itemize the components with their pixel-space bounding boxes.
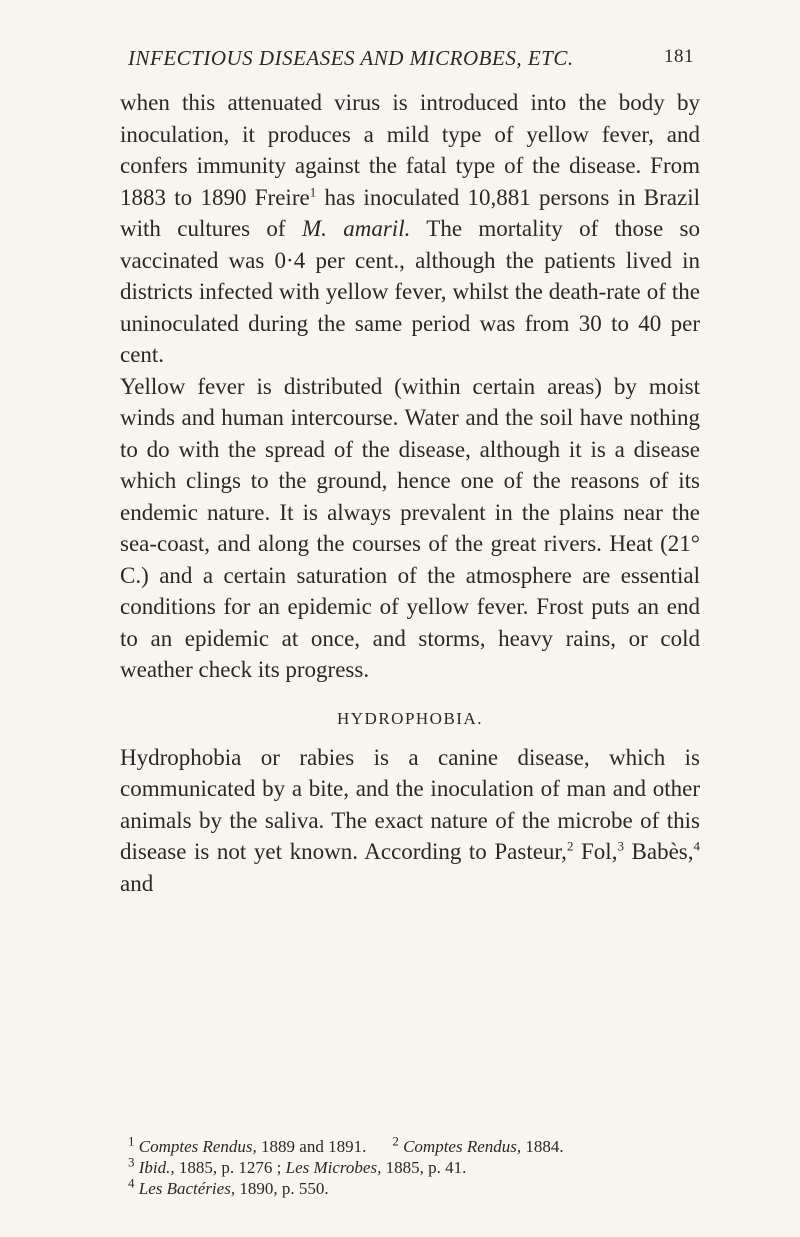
paragraph-3-text-c: Babès, <box>623 839 694 864</box>
section-heading: HYDROPHOBIA. <box>337 708 483 728</box>
footnote-2-rest: 1884. <box>521 1137 564 1156</box>
footnote-line-1 <box>128 1133 708 1157</box>
footnote-line-4 <box>128 1175 708 1199</box>
footnote-2-title: Comptes Rendus, <box>403 1137 522 1156</box>
footnote-ref-4: 4 <box>693 838 700 854</box>
footnote-1-title: Comptes Rendus, <box>138 1137 257 1156</box>
paragraph-3 <box>120 742 700 900</box>
footnote-3-rest-2: 1885, p. 41. <box>381 1158 467 1177</box>
paragraph-1-text-a: when this attenuated virus is introduced into the body by inoculation, it produces a mild type of yellow fever, and confers immunity against the fatal type of the disease. From 1883 to 1890 Freire <box>120 90 700 210</box>
paragraph-3-text-b: Fol, <box>573 839 618 864</box>
footnote-4-mark: 4 <box>128 1175 135 1191</box>
footnote-line-3 <box>128 1154 708 1178</box>
footnote-2-mark: 2 <box>392 1133 399 1149</box>
paragraph-3-text-d: and <box>120 870 154 896</box>
paragraph-1-text-c: The mortality of those so vaccinated was 0·4 per cent., although the patients lived in districts infected with yellow fever, whilst the death-rate of the uninoculated during the same period was from 30 to 40 per cent. <box>120 216 701 367</box>
footnote-1-rest: 1889 and 1891. <box>256 1137 367 1156</box>
body-text <box>120 87 700 899</box>
footnote-ref-3: 3 <box>617 838 624 854</box>
footnote-ref-1: 1 <box>309 183 317 199</box>
page-number: 181 <box>664 46 694 67</box>
species-name: M. amaril. <box>301 216 411 241</box>
paragraph-1 <box>120 87 700 371</box>
footnote-3-rest-1: 1885, p. 1276 ; <box>174 1158 286 1177</box>
footnote-4-title: Les Bactéries, <box>138 1179 236 1198</box>
footnote-4-rest: 1890, p. 550. <box>235 1179 329 1198</box>
footnote-1-mark: 1 <box>128 1133 135 1149</box>
footnotes <box>128 1133 708 1199</box>
running-title: INFECTIOUS DISEASES AND MICROBES, ETC. <box>128 46 574 70</box>
paragraph-1-text-b: has inoculated 10,881 persons in Brazil with cultures of <box>120 184 700 241</box>
paragraph-3-text-a: Hydrophobia or rabies is a canine disease, which is communicated by a bite, and the inoculation of man and other animals by the saliva. The exact nature of the microbe of this disease is not yet known. According to Pasteur, <box>120 744 700 864</box>
footnote-3-title-1: Ibid., <box>138 1158 175 1177</box>
footnote-3-mark: 3 <box>128 1154 135 1170</box>
footnote-ref-2: 2 <box>566 838 574 854</box>
paragraph-2: Yellow fever is distributed (within certain areas) by moist winds and human intercourse. Water and the soil have nothing to do with the spread of the disease, although it is a disease which clings to the ground, hence one of the reasons of its endemic nature. It is always prevalent in the plains near the sea-coast, and along the courses of the great rivers. Heat (21° C.) and a certain saturation of the atmosphere are essential conditions for an epidemic of yellow fever. Frost puts an end to an epidemic at once, and storms, heavy rains, or cold weather check its progress. <box>120 373 700 682</box>
footnote-3-title-2: Les Microbes, <box>285 1158 382 1177</box>
